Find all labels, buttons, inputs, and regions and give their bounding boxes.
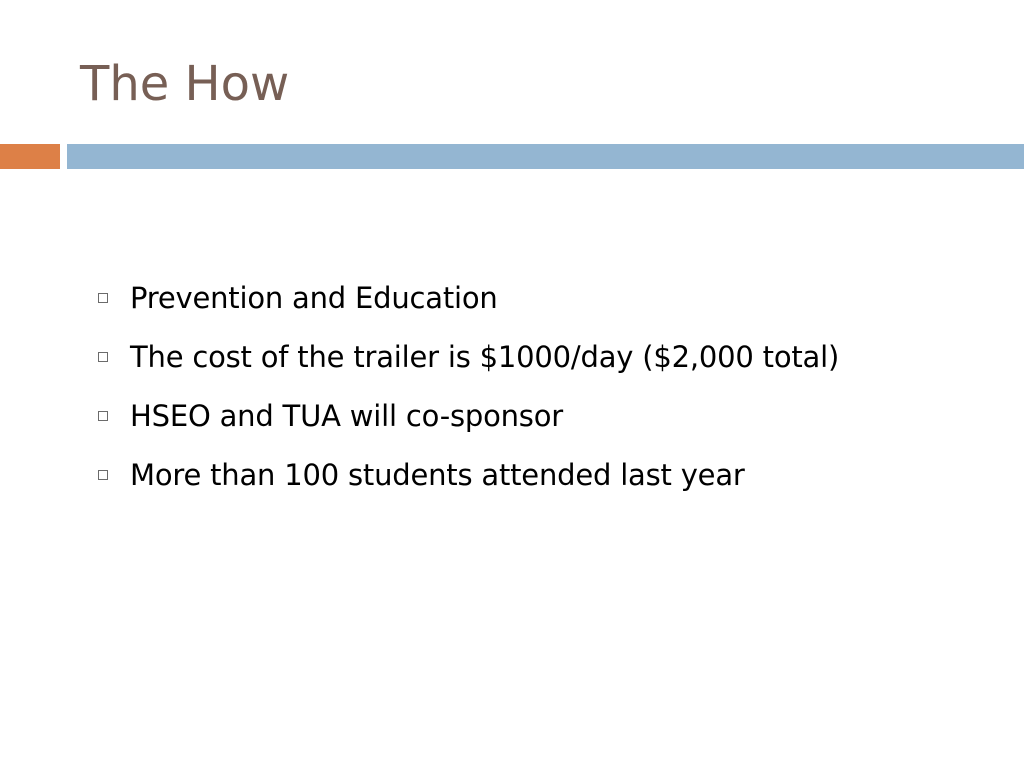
accent-bar xyxy=(0,144,60,169)
bullet-list xyxy=(98,268,839,504)
bullet-text: Prevention and Education xyxy=(130,280,498,315)
bullet-item xyxy=(98,386,839,445)
bullet-item xyxy=(98,327,839,386)
bullet-item xyxy=(98,268,839,327)
square-bullet-icon xyxy=(98,411,108,421)
bullet-text: The cost of the trailer is $1000/day ($2,000 total) xyxy=(130,339,840,374)
bullet-text: More than 100 students attended last year xyxy=(130,457,745,492)
square-bullet-icon xyxy=(98,293,108,303)
bullet-item xyxy=(98,445,839,504)
slide-title: The How xyxy=(80,56,290,112)
square-bullet-icon xyxy=(98,470,108,480)
title-rule-bar xyxy=(67,144,1024,169)
square-bullet-icon xyxy=(98,352,108,362)
bullet-text: HSEO and TUA will co-sponsor xyxy=(130,398,563,433)
